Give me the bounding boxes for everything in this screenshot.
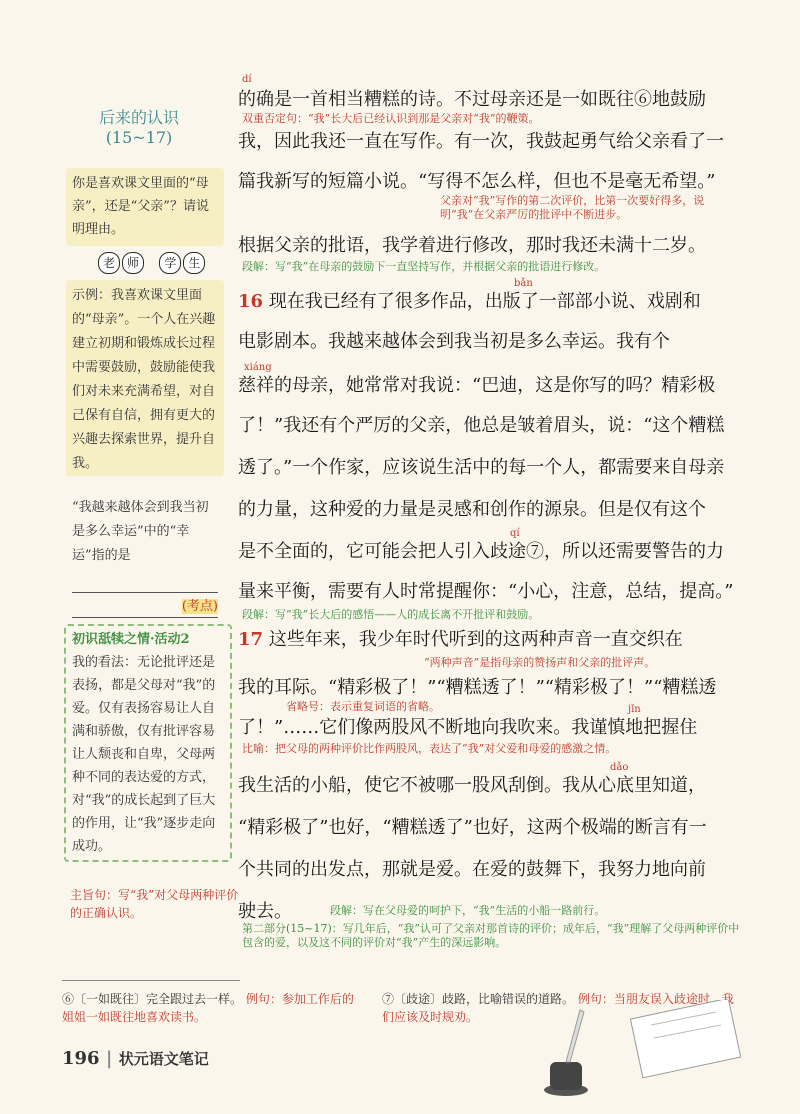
text-line: 慈祥的母亲，她常常对我说：“巴迪，这是你写的吗？精彩极: [238, 375, 716, 396]
section-title: 后来的认识: [98, 108, 179, 127]
text-line: 我的耳际。“精彩极了！”“糟糕透了！”“精彩极了！”“糟糕透: [238, 677, 717, 698]
footnote-definition: ⑥〔一如既往〕完全跟过去一样。: [62, 992, 243, 1006]
page-number: 196: [62, 1048, 100, 1069]
book-title: 状元语文笔记: [118, 1050, 209, 1068]
pinyin: dí: [242, 74, 252, 85]
answer-line[interactable]: [72, 595, 218, 618]
tag-char: 师: [122, 252, 144, 274]
annotation-note: 省略号：表示重复词语的省略。: [286, 700, 440, 713]
section-range: (15~17): [105, 128, 173, 147]
ink-and-paper-illustration: [536, 1000, 756, 1100]
exam-point-badge: (考点): [181, 599, 218, 614]
annotation-note: 双重否定句：“我”长大后已经认识到那是父亲对“我”的鞭策。: [242, 112, 540, 125]
text-line: 电影剧本。我越来越体会到我当初是多么幸运。我有个: [238, 331, 670, 352]
section-heading: [84, 108, 194, 148]
activity-body: 我的看法：无论批评还是表扬，都是父母对“我”的爱。仅有表扬容易让人自满和骄傲，仅有批评容易让人颓丧和自卑，父母两种不同的表达爱的方式，对“我”的成长起到了巨大的作用，让“我”逐步走向成功。: [72, 655, 216, 854]
text-line: 我生活的小船，使它不被哪一股风刮倒。我从心底里知道，: [238, 775, 706, 796]
activity-title: 初识舐犊之情·活动2: [72, 632, 190, 647]
text-line: 根据父亲的批语，我学着进行修改，那时我还未满十二岁。: [238, 235, 706, 256]
activity-box: [64, 624, 232, 862]
text-line: 篇我新写的短篇小说。“写得不怎么样，但也不是毫无希望。”: [238, 171, 716, 192]
pinyin: jǐn: [628, 704, 641, 715]
paragraph-number: 16: [238, 291, 264, 312]
text-line: 是不全面的，它可能会把人引入歧途⑦，所以还需要警告的力: [238, 541, 724, 562]
text-line: [238, 628, 738, 652]
text-line: 的力量，这种爱的力量是灵感和创作的源泉。但是仅有这个: [238, 499, 706, 520]
text-line-content: 这些年来，我少年时代听到的这两种声音一直交织在: [268, 629, 683, 650]
footnote-definition: ⑦〔歧途〕歧路，比喻错误的道路。: [382, 992, 575, 1006]
paragraph-summary: 段解：写“我”长大后的感悟——人的成长离不开批评和鼓励。: [242, 608, 540, 621]
question-box: 你是喜欢课文里面的“母亲”，还是“父亲”？请说明理由。: [66, 168, 224, 246]
pinyin: dǎo: [610, 762, 629, 773]
text-line: 了！”……它们像两股风不断地向我吹来。我谨慎地把握住: [238, 717, 698, 738]
example-answer-box: 示例：我喜欢课文里面的“母亲”。一个人在兴趣建立初期和锻炼成长过程中需要鼓励，鼓励能使我们对未来充满希望，对自己保有自信，拥有更大的兴趣去探索世界，提升自我。: [66, 280, 224, 476]
footnote-example: 例句：当朋友误入歧途时，我们应该及时规劝。: [382, 992, 734, 1024]
text-line: 我，因此我还一直在写作。有一次，我鼓起勇气给父亲看了一: [238, 131, 724, 152]
text-line-content: 的确是一首相当糟糕的诗。不过母亲还是一如既往⑥地鼓励: [238, 89, 706, 110]
text-line: 量来平衡，需要有人时常提醒你：“小心，注意，总结，提高。”: [238, 581, 734, 602]
pinyin: xiáng: [244, 362, 272, 373]
page-footer: 196 | 状元语文笔记: [62, 1048, 209, 1069]
annotation-note: 父亲对“我”写作的第二次评价，比第一次要好得多，说明“我”在父亲严厉的批评中不断进步。: [440, 194, 705, 221]
text-line: 透了。”一个作家，应该说生活中的每一个人，都需要来自母亲: [238, 457, 725, 478]
answer-line[interactable]: [72, 570, 218, 593]
tag-char: 生: [183, 252, 205, 274]
paragraph-summary: 段解：写“我”在母亲的鼓励下一直坚持写作，并根据父亲的批语进行修改。: [242, 260, 606, 273]
part-summary: 第二部分(15~17)：写几年后，“我”认可了父亲对那首诗的评价；成年后，“我”理解了父母两种评价中包含的爱，以及这不同的评价对“我”产生的深远影响。: [242, 922, 740, 949]
tag-char: 学: [159, 252, 181, 274]
annotation-note: 比喻：把父母的两种评价比作两股风，表达了“我”对父爱和母爱的感激之情。: [242, 742, 617, 755]
teacher-student-tags: [98, 252, 207, 274]
paragraph-summary: 段解：写在父母爱的呵护下，“我”生活的小船一路前行。: [330, 904, 606, 917]
text-line: [238, 290, 738, 314]
tag-char: 老: [98, 252, 120, 274]
fill-in-question: [66, 492, 224, 612]
text-line: [238, 88, 738, 112]
footnote-divider: [62, 980, 240, 981]
annotation-note: “两种声音”是指母亲的赞扬声和父亲的批评声。: [424, 656, 656, 669]
footnote-example: 例句：参加工作后的姐姐一如既往地喜欢读书。: [62, 992, 354, 1024]
pinyin: qí: [510, 528, 520, 539]
text-line: 驶去。: [238, 901, 292, 922]
text-line: “精彩极了”也好，“糟糕透了”也好，这两个极端的断言有一: [238, 817, 707, 838]
footnote-6: [62, 990, 362, 1026]
text-line: 个共同的出发点，那就是爱。在爱的鼓舞下，我努力地向前: [238, 859, 706, 880]
paragraph-number: 17: [238, 629, 264, 650]
text-line-content: 现在我已经有了很多作品，出版了一部部小说、戏剧和: [268, 291, 701, 312]
pinyin: bǎn: [514, 278, 533, 289]
question-text: “我越来越体会到我当初是多么幸运”中的“幸运”指的是: [72, 500, 209, 563]
main-idea-note: 主旨句：写“我”对父母两种评价的正确认识。: [70, 888, 239, 920]
text-line: 了！”我还有个严厉的父亲，他总是皱着眉头，说：“这个糟糕: [238, 415, 725, 436]
